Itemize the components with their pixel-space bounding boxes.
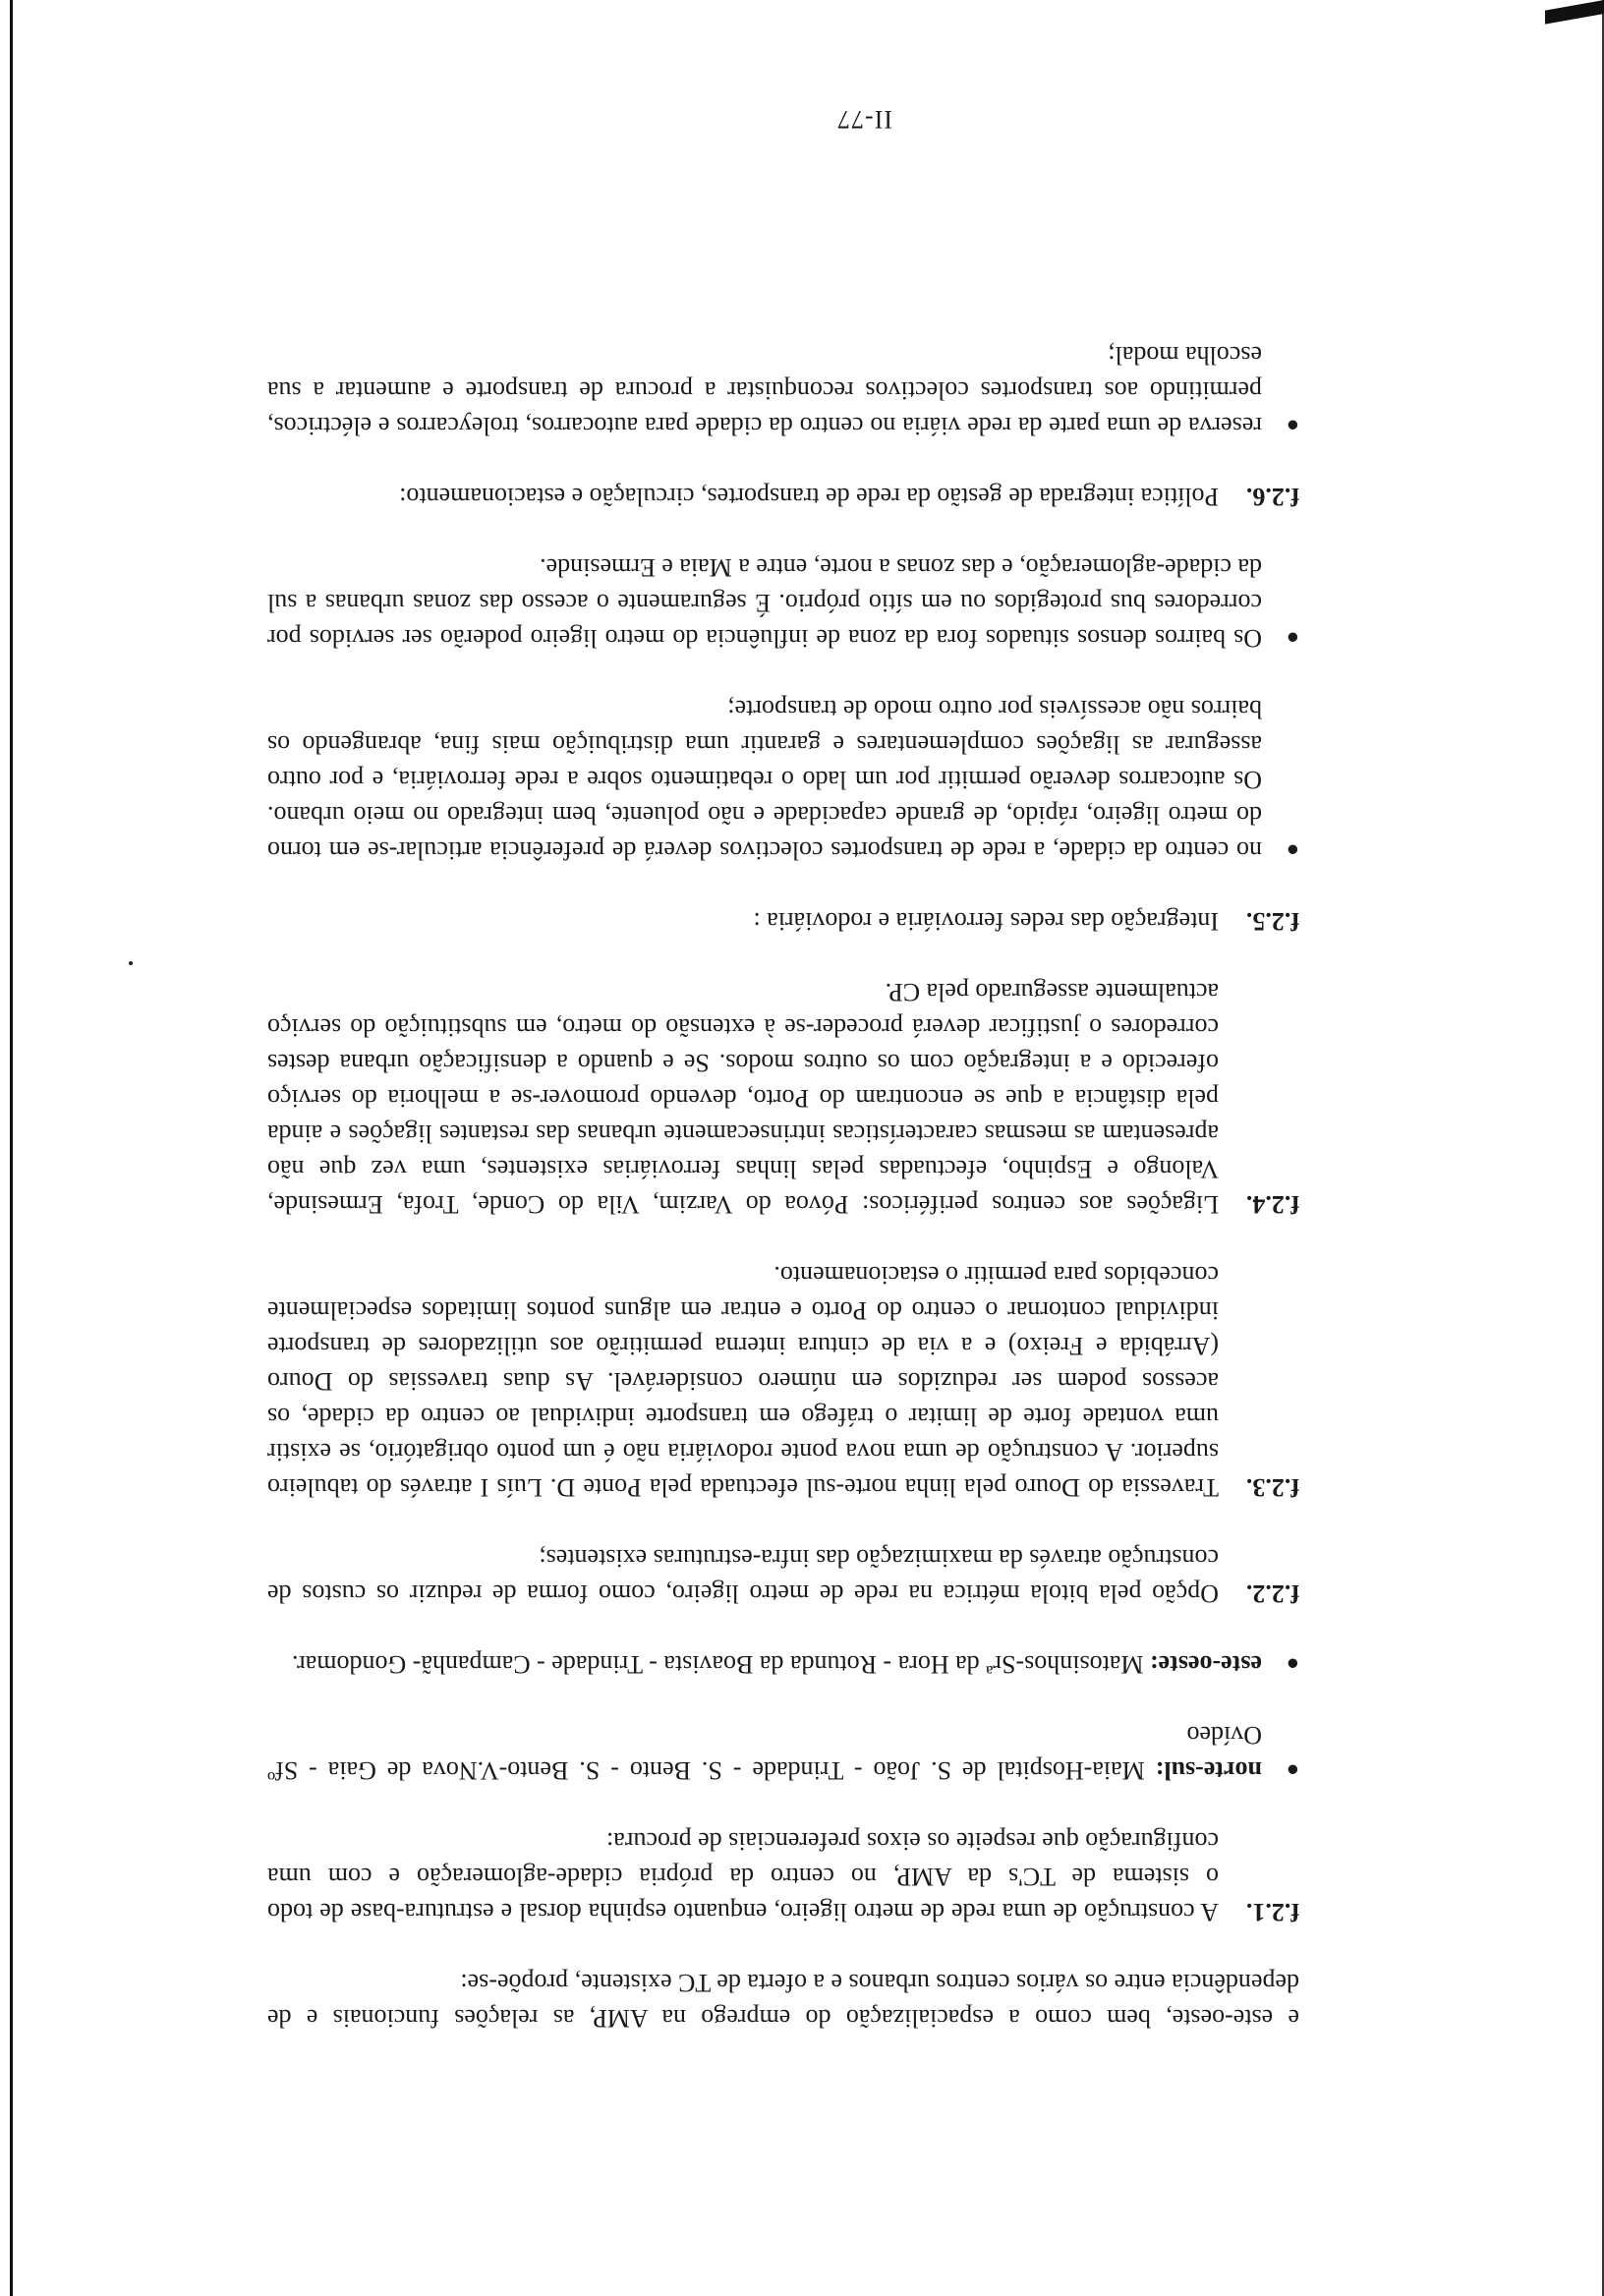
bullet-text: Matosinhos-Srª da Hora - Rotunda da Boavista - Trindade - Campanhã- Gondomar. bbox=[291, 1650, 1144, 1679]
list-item bbox=[267, 337, 1299, 443]
section-f-2-2 bbox=[267, 1540, 1299, 1611]
bullet-text: reserva de uma parte da rede viária no centro da cidade para autocarros, troleycarros e eléctricos, permitindo aos transportes colectivos reconquistar a procura de transporte e aumentar a sua escolha modal; bbox=[267, 341, 1262, 440]
section-f-2-1 bbox=[267, 1823, 1299, 1929]
scan-edge-right bbox=[10, 0, 13, 2296]
list-item bbox=[267, 691, 1299, 868]
section-f-2-5 bbox=[267, 903, 1299, 939]
scan-speck bbox=[129, 961, 133, 965]
section-text: Ligações aos centros periféricos: Póvoa do Varzim, Vila do Conde, Trofa, Ermesinde, Valongo e Espinho, efectuadas pelas linhas ferroviárias existentes, uma vez que não apresentam as mesmas características intrinsecamente urbanas das restantes ligações e ainda pela distância a que se encontram do Porto, devendo promover-se a melhoria do serviço oferecido e a integração com os outros modos. Se e quando a densificação urbana destes corredores o justificar deverá proceder-se à extensão do metro, em substituição do serviço actualmente assegurado pela CP. bbox=[267, 978, 1219, 1219]
section-number: f.2.3. bbox=[1245, 1473, 1299, 1502]
bullet-list bbox=[267, 337, 1299, 443]
bullet-icon: ● bbox=[1286, 838, 1299, 863]
bullet-text: Maia-Hospital de S. João - Trindade - S. Bento - S. Bento-V.Nova de Gaia - Sfº Ovídeo bbox=[267, 1721, 1262, 1785]
bullet-text: Os bairros densos situados fora da zona de influência do metro ligeiro poderão ser servidos por corredores bus protegidos ou em sítio próprio. É seguramente o acesso das zonas urbanas a sul da cidade-aglomeração, e das zonas a norte, entre a Maia e Ermesinde. bbox=[267, 553, 1262, 653]
page-number: II-77 bbox=[836, 105, 892, 134]
bullet-label: este-oeste: bbox=[1149, 1650, 1262, 1679]
section-number: f.2.2. bbox=[1245, 1579, 1299, 1608]
body-text bbox=[267, 337, 1299, 2036]
bullet-icon: ● bbox=[1286, 1652, 1299, 1677]
list-item bbox=[267, 1646, 1299, 1682]
intro-paragraph: e este-oeste, bem como a espacialização do emprego na AMP, as relações funcionais e de dependência entre os vários centros urbanos e a oferta de TC existente, propõe-se: bbox=[267, 1969, 1299, 2033]
section-f-2-3 bbox=[267, 1257, 1299, 1505]
section-number: f.2.4. bbox=[1245, 1190, 1299, 1219]
section-f-2-4 bbox=[267, 974, 1299, 1222]
section-text: Opção pela bitola métrica na rede de metro ligeiro, como forma de reduzir os custos de construção através da maximização das infra-estruturas existentes; bbox=[267, 1544, 1219, 1608]
section-number: f.2.1. bbox=[1245, 1898, 1299, 1926]
scan-corner-mark bbox=[1545, 0, 1604, 25]
section-number: f.2.5. bbox=[1245, 907, 1299, 936]
section-f-2-6 bbox=[267, 479, 1299, 514]
section-text: A construção de uma rede de metro ligeiro, enquanto espinha dorsal e estrutura-base de todo o sistema de TC's da AMP, no centro da própria cidade-aglomeração e com uma configuração que respeite os eixos preferenciais de procura: bbox=[267, 1827, 1219, 1926]
bullet-text: no centro da cidade, a rede de transportes colectivos deverá de preferência articular-se em torno do metro ligeiro, rápido, de grande capacidade e não poluente, bem integrado no meio urbano. Os autocarros deverão permitir por um lado o rebatimento sobre a rede ferroviária, e por outro assegurar as ligações complementares e garantir uma distribuição mais fina, abrangendo os bairros não acessíveis por outro modo de transporte; bbox=[267, 695, 1262, 865]
bullet-list bbox=[267, 1646, 1299, 1788]
section-number: f.2.6. bbox=[1245, 483, 1299, 511]
list-item bbox=[267, 1717, 1299, 1788]
list-item bbox=[267, 549, 1299, 656]
bullet-icon: ● bbox=[1286, 1758, 1299, 1783]
bullet-label: norte-sul: bbox=[1155, 1756, 1262, 1785]
bullet-icon: ● bbox=[1286, 626, 1299, 651]
section-text: Travessia do Douro pela linha norte-sul efectuada pela Ponte D. Luís I através do tabuleiro superior. A construção de uma nova ponte rodoviária não é um ponto obrigatório, se existir uma vontade forte de limitar o tráfego em transporte individual ao centro da cidade, os acessos podem ser reduzidos em número considerável. As duas travessias do Douro (Arrábida e Freixo) e a via de cintura interna permitirão aos utilizadores de transporte individual contornar o centro do Porto e entrar em alguns pontos limitados especialmente concebidos para permitir o estacionamento. bbox=[267, 1261, 1219, 1502]
bullet-icon: ● bbox=[1286, 414, 1299, 438]
section-text: Política integrada de gestão da rede de transportes, circulação e estacionamento: bbox=[399, 483, 1219, 511]
section-text: Integração das redes ferroviária e rodoviária : bbox=[753, 907, 1219, 936]
bullet-list bbox=[267, 549, 1299, 868]
